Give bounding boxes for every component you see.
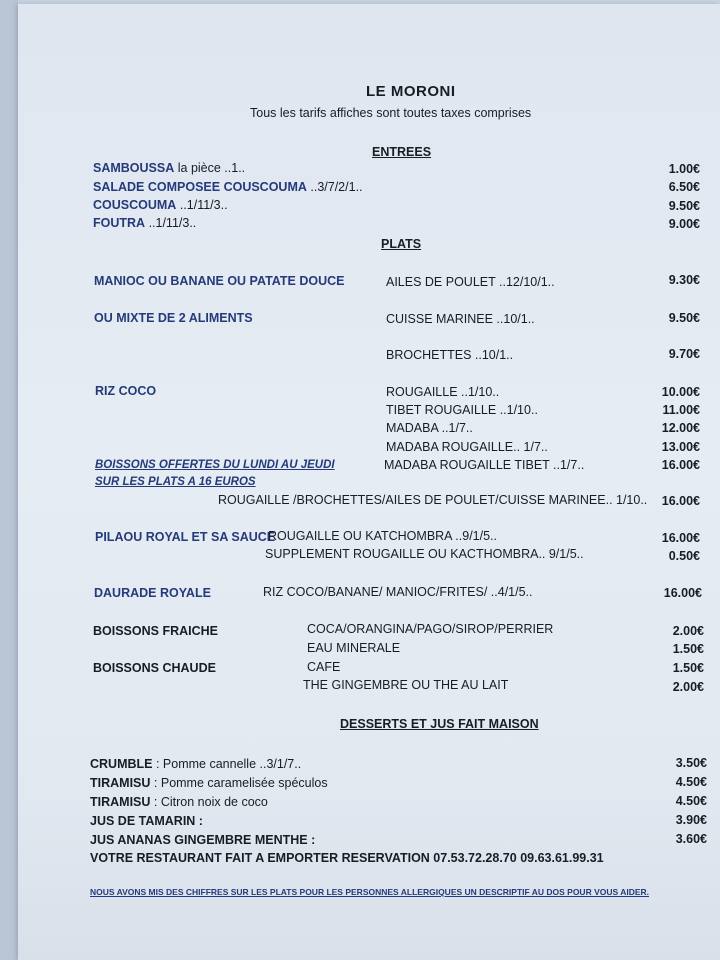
pilaou-price-1: 16.00€ (661, 531, 700, 545)
entree-price: 9.00€ (668, 217, 700, 231)
plats-side-2: OU MIXTE DE 2 ALIMENTS (94, 311, 253, 325)
entree-price: 6.50€ (668, 180, 700, 194)
plat-price: 9.70€ (668, 347, 700, 361)
daurade-option: RIZ COCO/BANANE/ MANIOC/FRITES/ ..4/1/5.. (263, 585, 533, 599)
boissons-chaude-label: BOISSONS CHAUDE (93, 661, 216, 675)
pilaou-option-2: SUPPLEMENT ROUGAILLE OU KACTHOMBRA.. 9/1/5.. (265, 547, 584, 561)
entrees-heading: ENTREES (372, 145, 432, 159)
dessert-item: JUS DE TAMARIN : (90, 814, 203, 828)
pilaou-price-2: 0.50€ (668, 549, 700, 563)
plats-side-3: RIZ COCO (95, 384, 157, 398)
restaurant-title: LE MORONI (366, 83, 456, 100)
desserts-heading: DESSERTS ET JUS FAIT MAISON (340, 717, 539, 731)
boisson-item: EAU MINERALE (307, 641, 401, 655)
dessert-price: 4.50€ (675, 794, 707, 808)
plat-item: CUISSE MARINEE ..10/1.. (386, 312, 535, 326)
allergy-note: NOUS AVONS MIS DES CHIFFRES SUR LES PLATS POUR LES PERSONNES ALLERGIQUES UN DESCRIPTIF AU DOS POUR VOUS AIDER. (90, 887, 650, 897)
boisson-price: 2.00€ (672, 624, 704, 638)
plat-item: ROUGAILLE ..1/10.. (386, 385, 500, 399)
combo-item: ROUGAILLE /BROCHETTES/AILES DE POULET/CUISSE MARINEE.. 1/10.. (218, 493, 648, 507)
daurade-price: 16.00€ (663, 586, 702, 600)
plats-heading: PLATS (381, 237, 422, 251)
plat-item: MADABA ..1/7.. (386, 421, 473, 435)
dessert-item: TIRAMISU : Pomme caramelisée spéculos (90, 776, 328, 790)
boisson-price: 1.50€ (672, 661, 704, 675)
dessert-price: 4.50€ (675, 775, 707, 789)
pilaou-label: PILAOU ROYAL ET SA SAUCE (95, 530, 276, 544)
entree-item: COUSCOUMA ..1/11/3.. (93, 198, 228, 212)
dessert-price: 3.60€ (675, 832, 707, 846)
boisson-item: THE GINGEMBRE OU THE AU LAIT (303, 678, 509, 692)
entree-item: SAMBOUSSA la pièce ..1.. (93, 161, 246, 175)
combo-price: 16.00€ (661, 494, 700, 508)
plat-price: 12.00€ (661, 421, 700, 435)
reservation-line: VOTRE RESTAURANT FAIT A EMPORTER RESERVATION 07.53.72.28.70 09.63.61.99.31 (90, 851, 604, 865)
plat-price: 16.00€ (661, 458, 700, 472)
boisson-price: 2.00€ (672, 680, 704, 694)
plat-price: 9.50€ (668, 311, 700, 325)
plat-item: BROCHETTES ..10/1.. (386, 348, 514, 362)
offer-line-2: SUR LES PLATS A 16 EUROS (95, 476, 256, 488)
entree-price: 1.00€ (668, 162, 700, 176)
dessert-item: TIRAMISU : Citron noix de coco (90, 795, 268, 809)
daurade-label: DAURADE ROYALE (94, 586, 211, 600)
pilaou-option-1: ROUGAILLE OU KATCHOMBRA ..9/1/5.. (268, 529, 497, 543)
dessert-item: CRUMBLE : Pomme cannelle ..3/1/7.. (90, 757, 302, 771)
boissons-fraiche-label: BOISSONS FRAICHE (93, 624, 219, 638)
boisson-item: CAFE (307, 660, 341, 674)
tax-note: Tous les tarifs affiches sont toutes taxes comprises (250, 106, 532, 120)
dessert-item: JUS ANANAS GINGEMBRE MENTHE : (90, 833, 316, 847)
plat-item: AILES DE POULET ..12/10/1.. (386, 275, 555, 289)
plat-item: TIBET ROUGAILLE ..1/10.. (386, 403, 538, 417)
plat-price: 13.00€ (661, 440, 700, 454)
plat-price: 9.30€ (668, 273, 700, 287)
entree-item: SALADE COMPOSEE COUSCOUMA ..3/7/2/1.. (93, 180, 363, 194)
plats-side-1: MANIOC OU BANANE OU PATATE DOUCE (94, 274, 345, 288)
entree-price: 9.50€ (668, 199, 700, 213)
plat-item: MADABA ROUGAILLE.. 1/7.. (386, 440, 548, 454)
boisson-price: 1.50€ (672, 642, 704, 656)
offer-line-1: BOISSONS OFFERTES DU LUNDI AU JEUDI (95, 459, 335, 471)
entree-item: FOUTRA ..1/11/3.. (93, 216, 197, 230)
plat-price: 10.00€ (661, 385, 700, 399)
dessert-price: 3.50€ (675, 756, 707, 770)
boisson-item: COCA/ORANGINA/PAGO/SIROP/PERRIER (307, 622, 554, 636)
background-edge (0, 0, 18, 960)
plat-item: MADABA ROUGAILLE TIBET ..1/7.. (384, 458, 585, 472)
plat-price: 11.00€ (662, 403, 700, 417)
dessert-price: 3.90€ (675, 813, 707, 827)
